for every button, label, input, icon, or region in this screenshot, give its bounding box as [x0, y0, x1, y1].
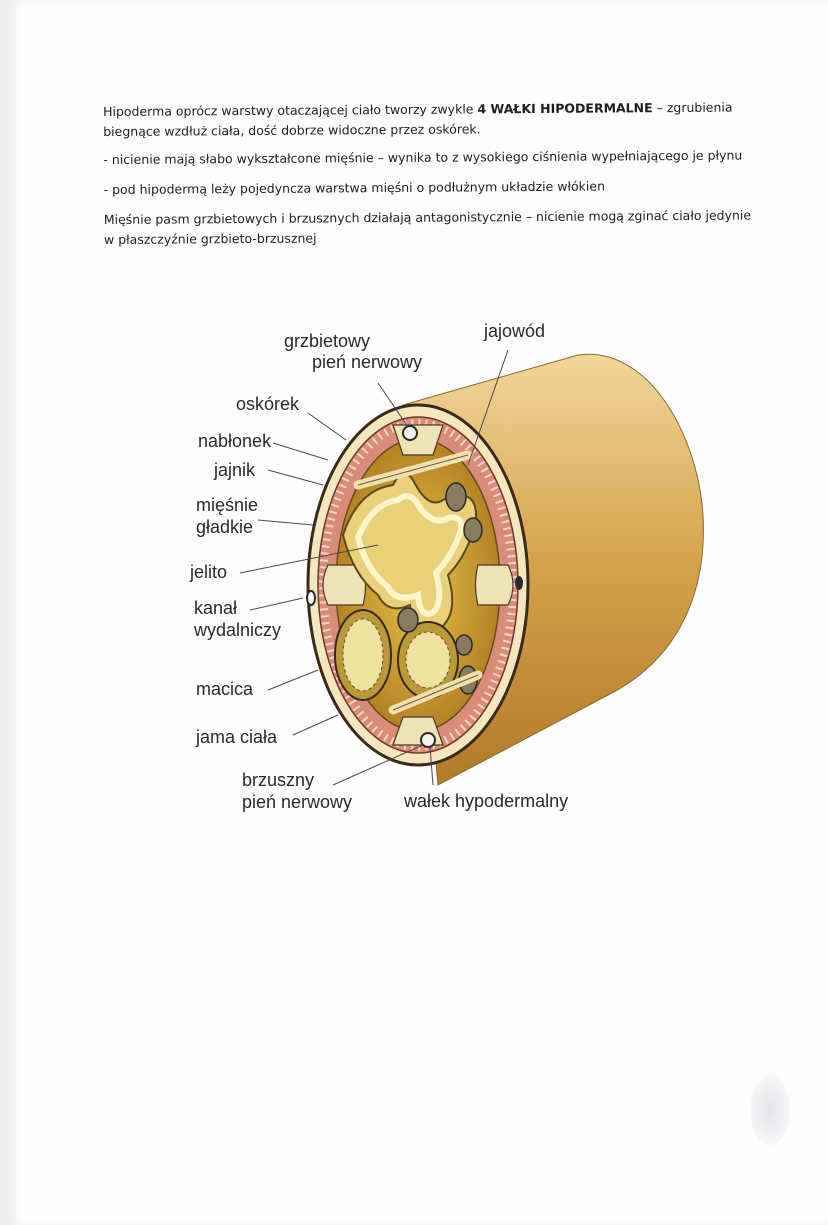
paragraph	[103, 97, 753, 142]
label-jama-ciala: jama ciała	[196, 727, 278, 747]
label-jelito: jelito	[190, 562, 228, 582]
paragraph	[104, 205, 754, 250]
excretory-canal	[515, 576, 523, 590]
nematode-cross-section-figure	[178, 315, 738, 835]
text-run: Hipoderma oprócz warstwy otaczającej ciało tworzy zwykle	[103, 101, 478, 119]
ovary	[398, 608, 418, 632]
label-macica: macica	[196, 679, 254, 699]
text-run: – zgrubienia biegnące wzdłuż ciała, dość dobrze widoczne przez oskórek.	[103, 99, 733, 139]
label-grzbietowy: grzbietowy	[284, 331, 371, 351]
text-block	[103, 97, 754, 260]
text-run: - nicienie mają słabo wykształcone mięśnie – wynika to z wysokiego ciśnienia wypełniającego je płynu	[103, 147, 743, 167]
label-jajowod: jajowód	[484, 321, 546, 341]
text-run: - pod hipodermą leży pojedyncza warstwa mięśni o podłużnym układzie włókien	[103, 178, 606, 197]
label-gladkie: gładkie	[196, 517, 254, 537]
ovary	[446, 483, 466, 511]
paragraph	[103, 145, 753, 170]
cross-section-illustration	[178, 315, 738, 835]
label-kanal: kanał	[194, 598, 238, 618]
bold-text: 4 WAŁKI HIPODERMALNE	[477, 100, 653, 117]
ovary	[456, 635, 472, 655]
dorsal-nerve-cord	[403, 426, 417, 440]
label-brzuszny: brzuszny	[242, 770, 315, 790]
label-jajnik: jajnik	[214, 460, 256, 480]
label-oskorek: oskórek	[236, 394, 300, 414]
document-page	[8, 0, 828, 1225]
paragraph	[104, 175, 754, 200]
label-wydalniczy: wydalniczy	[194, 620, 282, 640]
label-miesnie: mięśnie	[196, 495, 259, 515]
label-pien-nerwowy-top: pień nerwowy	[312, 352, 423, 372]
ventral-nerve-cord	[421, 733, 435, 747]
excretory-canal	[307, 591, 315, 605]
hypodermal-chord	[476, 565, 514, 605]
label-nablonek: nabłonek	[198, 431, 272, 451]
ovary	[464, 518, 482, 542]
page-smudge	[750, 1075, 790, 1145]
label-walek-hypodermalny: wałek hypodermalny	[404, 791, 569, 811]
text-run: Mięśnie pasm grzbietowych i brzusznych działają antagonistycznie – nicienie mogą zginać ciało jedynie w płaszczyźnie grzbieto-brzusznej	[103, 207, 752, 247]
label-pien-nerwowy-bottom: pień nerwowy	[242, 792, 353, 812]
